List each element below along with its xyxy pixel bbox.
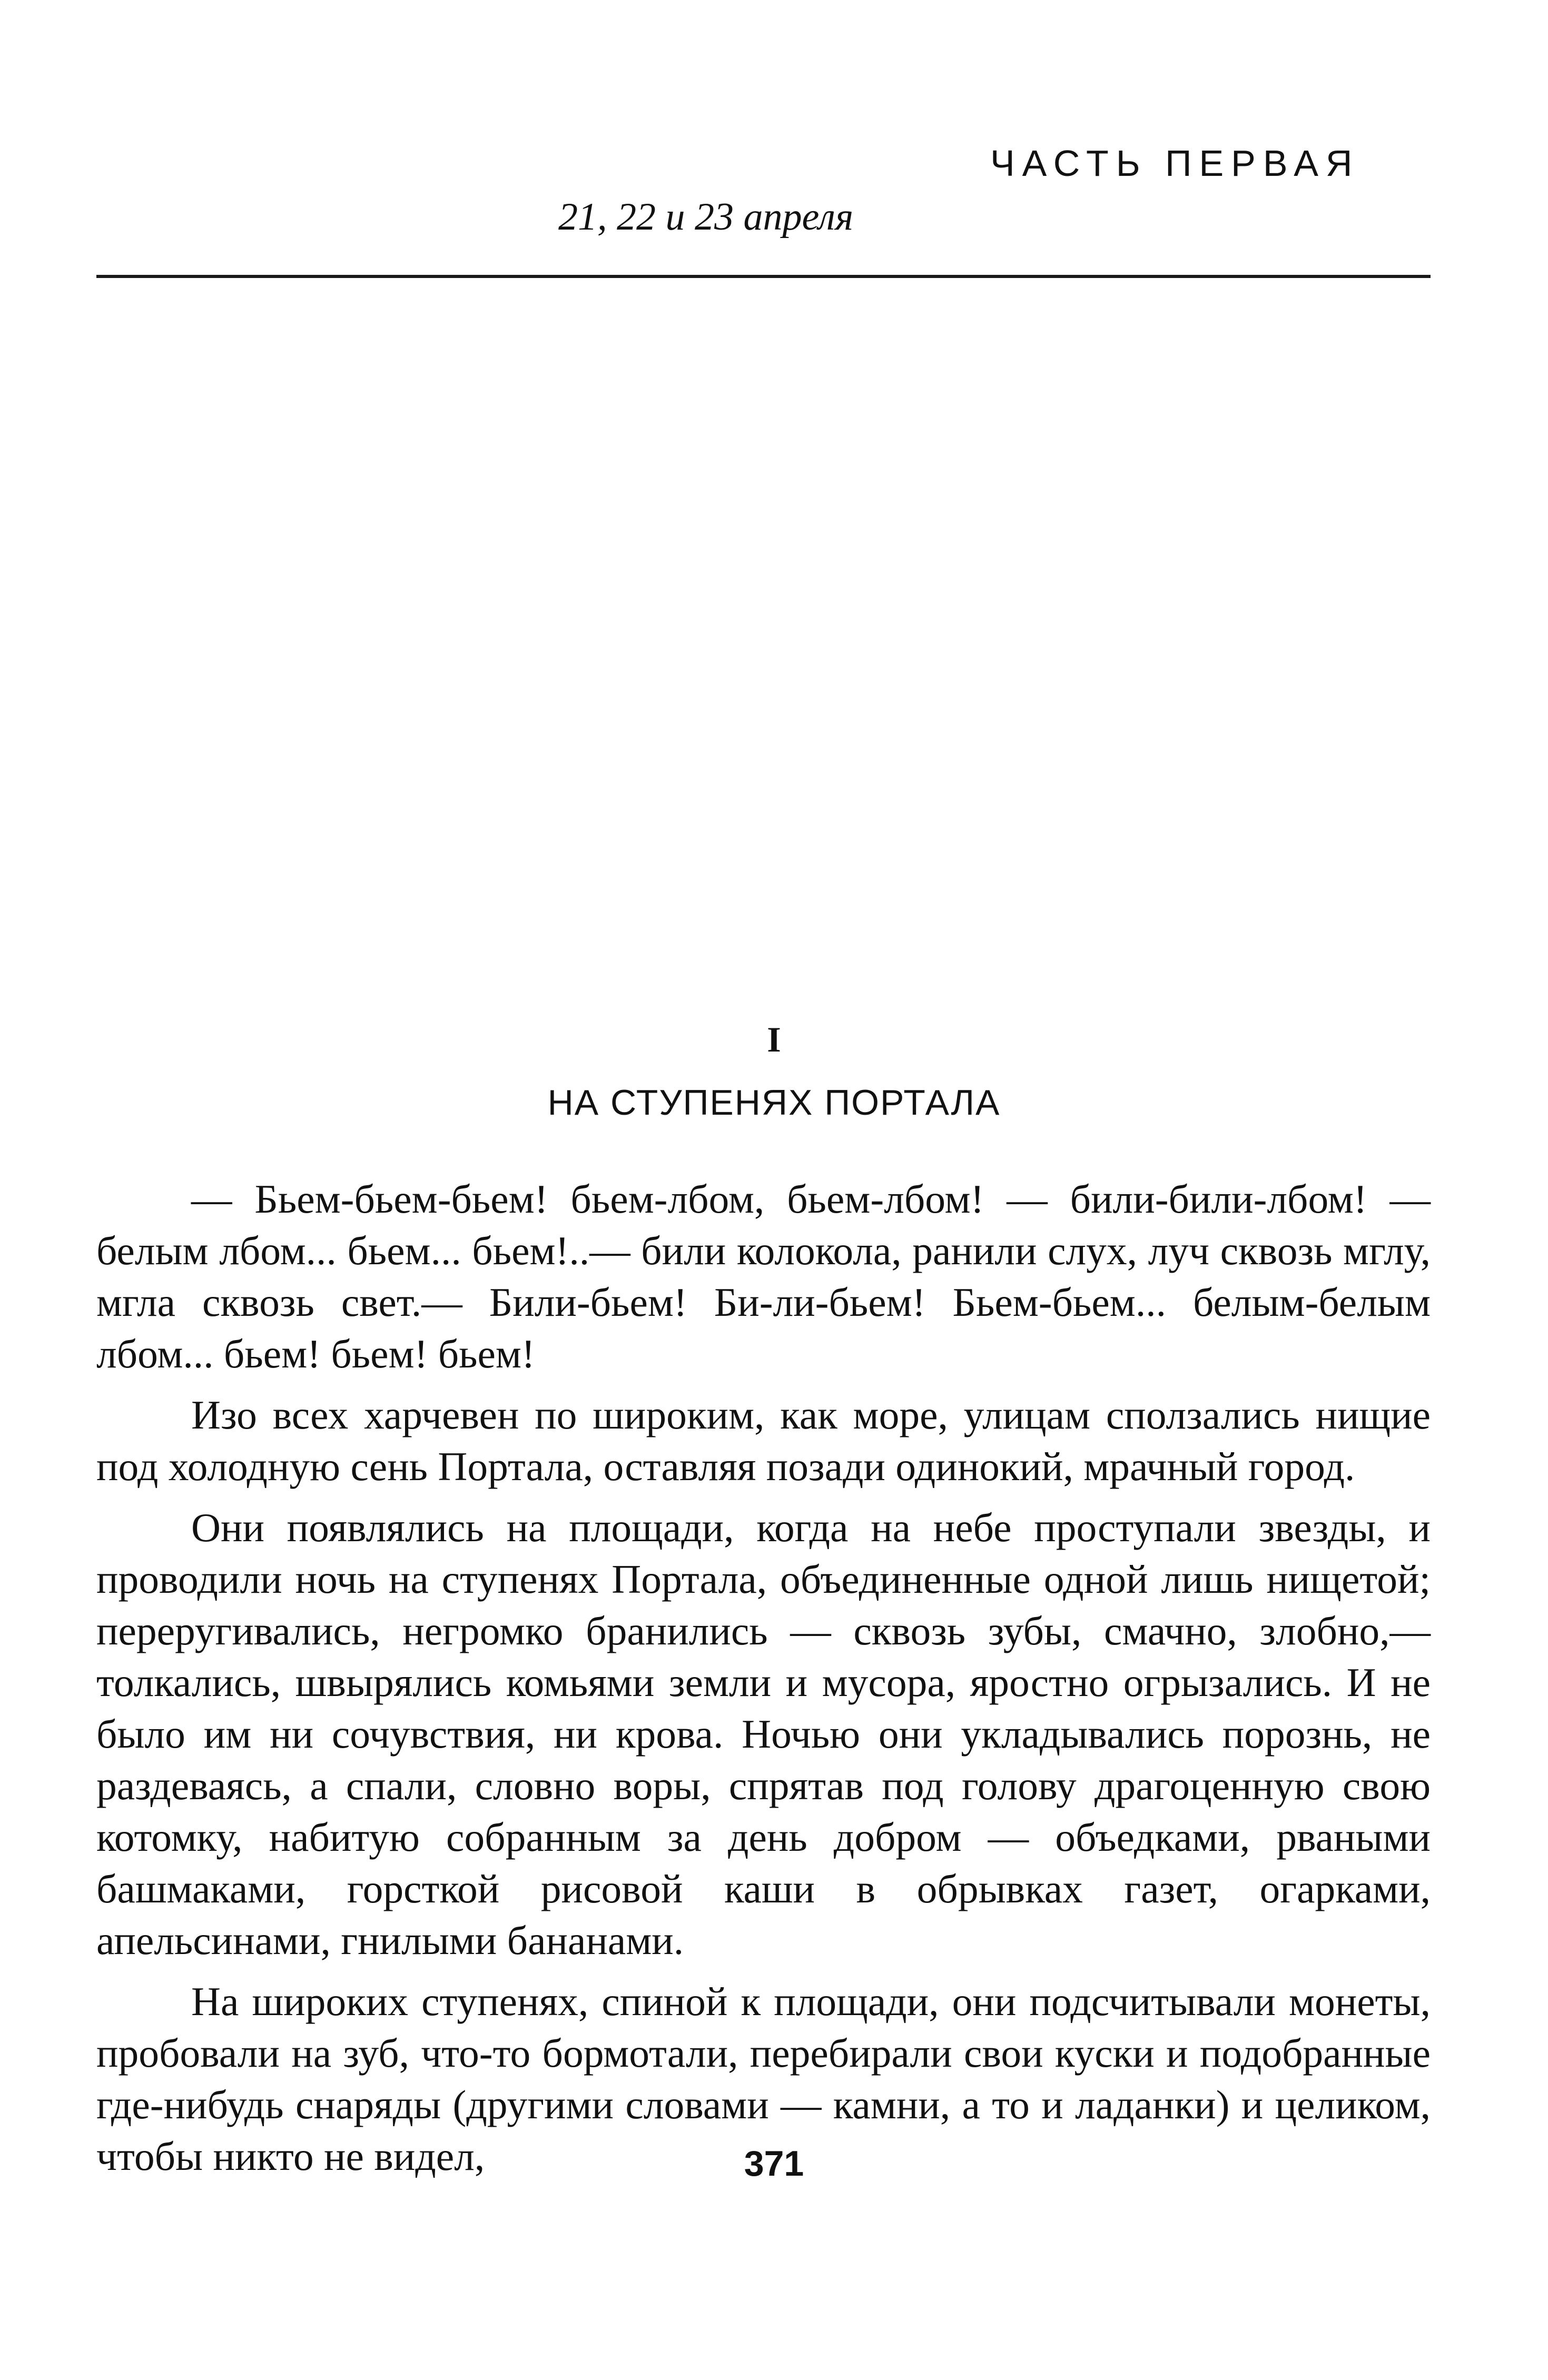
part-heading: ЧАСТЬ ПЕРВАЯ xyxy=(990,143,1360,184)
body-text xyxy=(96,1173,1431,2182)
paragraph-3: Они появлялись на площади, когда на небе проступали звезды, и проводили ночь на ступенях Портала, объединенные одной лишь нищетой; переругивались, негромко бранились — сквозь зубы, смачно, злобно,— толкались, швырялись комьями земли и мусора, яростно огрызались. И не было им ни сочувствия, ни крова. Ночью они укладывались порознь, не раздеваясь, а спали, словно воры, спрятав под голову драгоценную свою котомку, набитую собранным за день добром — объедками, рваными башмаками, горсткой рисовой каши в обрывках газет, огарками, апельсинами, гнилыми бананами. xyxy=(96,1505,1431,1963)
paragraph-2: Изо всех харчевен по широким, как море, улицам сползались нищие под холодную сень Портала, оставляя позади одинокий, мрачный город. xyxy=(96,1392,1431,1489)
paragraph-4: На широких ступенях, спиной к площади, они подсчитывали монеты, пробовали на зуб, что-то бормотали, перебирали свои куски и подобранные где-нибудь снаряды (другими словами — камни, а то и ладанки) и целиком, чтобы никто не видел, xyxy=(96,1979,1431,2179)
paragraph-1: — Бьем-бьем-бьем! бьем-лбом, бьем-лбом! — били-били-лбом! — белым лбом... бьем... бьем!..— били колокола, ранили слух, луч сквозь мглу, мгла сквозь свет.— Били-бьем! Би-ли-бьем! Бьем-бьем... белым-белым лбом... бьем! бьем! бьем! xyxy=(96,1176,1431,1376)
chapter-title: НА СТУПЕНЯХ ПОРТАЛА xyxy=(547,1083,1001,1123)
chapter-number: I xyxy=(767,1019,781,1059)
page-number: 371 xyxy=(744,2144,804,2184)
header-divider xyxy=(96,275,1431,278)
date-subheading: 21, 22 и 23 апреля xyxy=(558,195,854,239)
